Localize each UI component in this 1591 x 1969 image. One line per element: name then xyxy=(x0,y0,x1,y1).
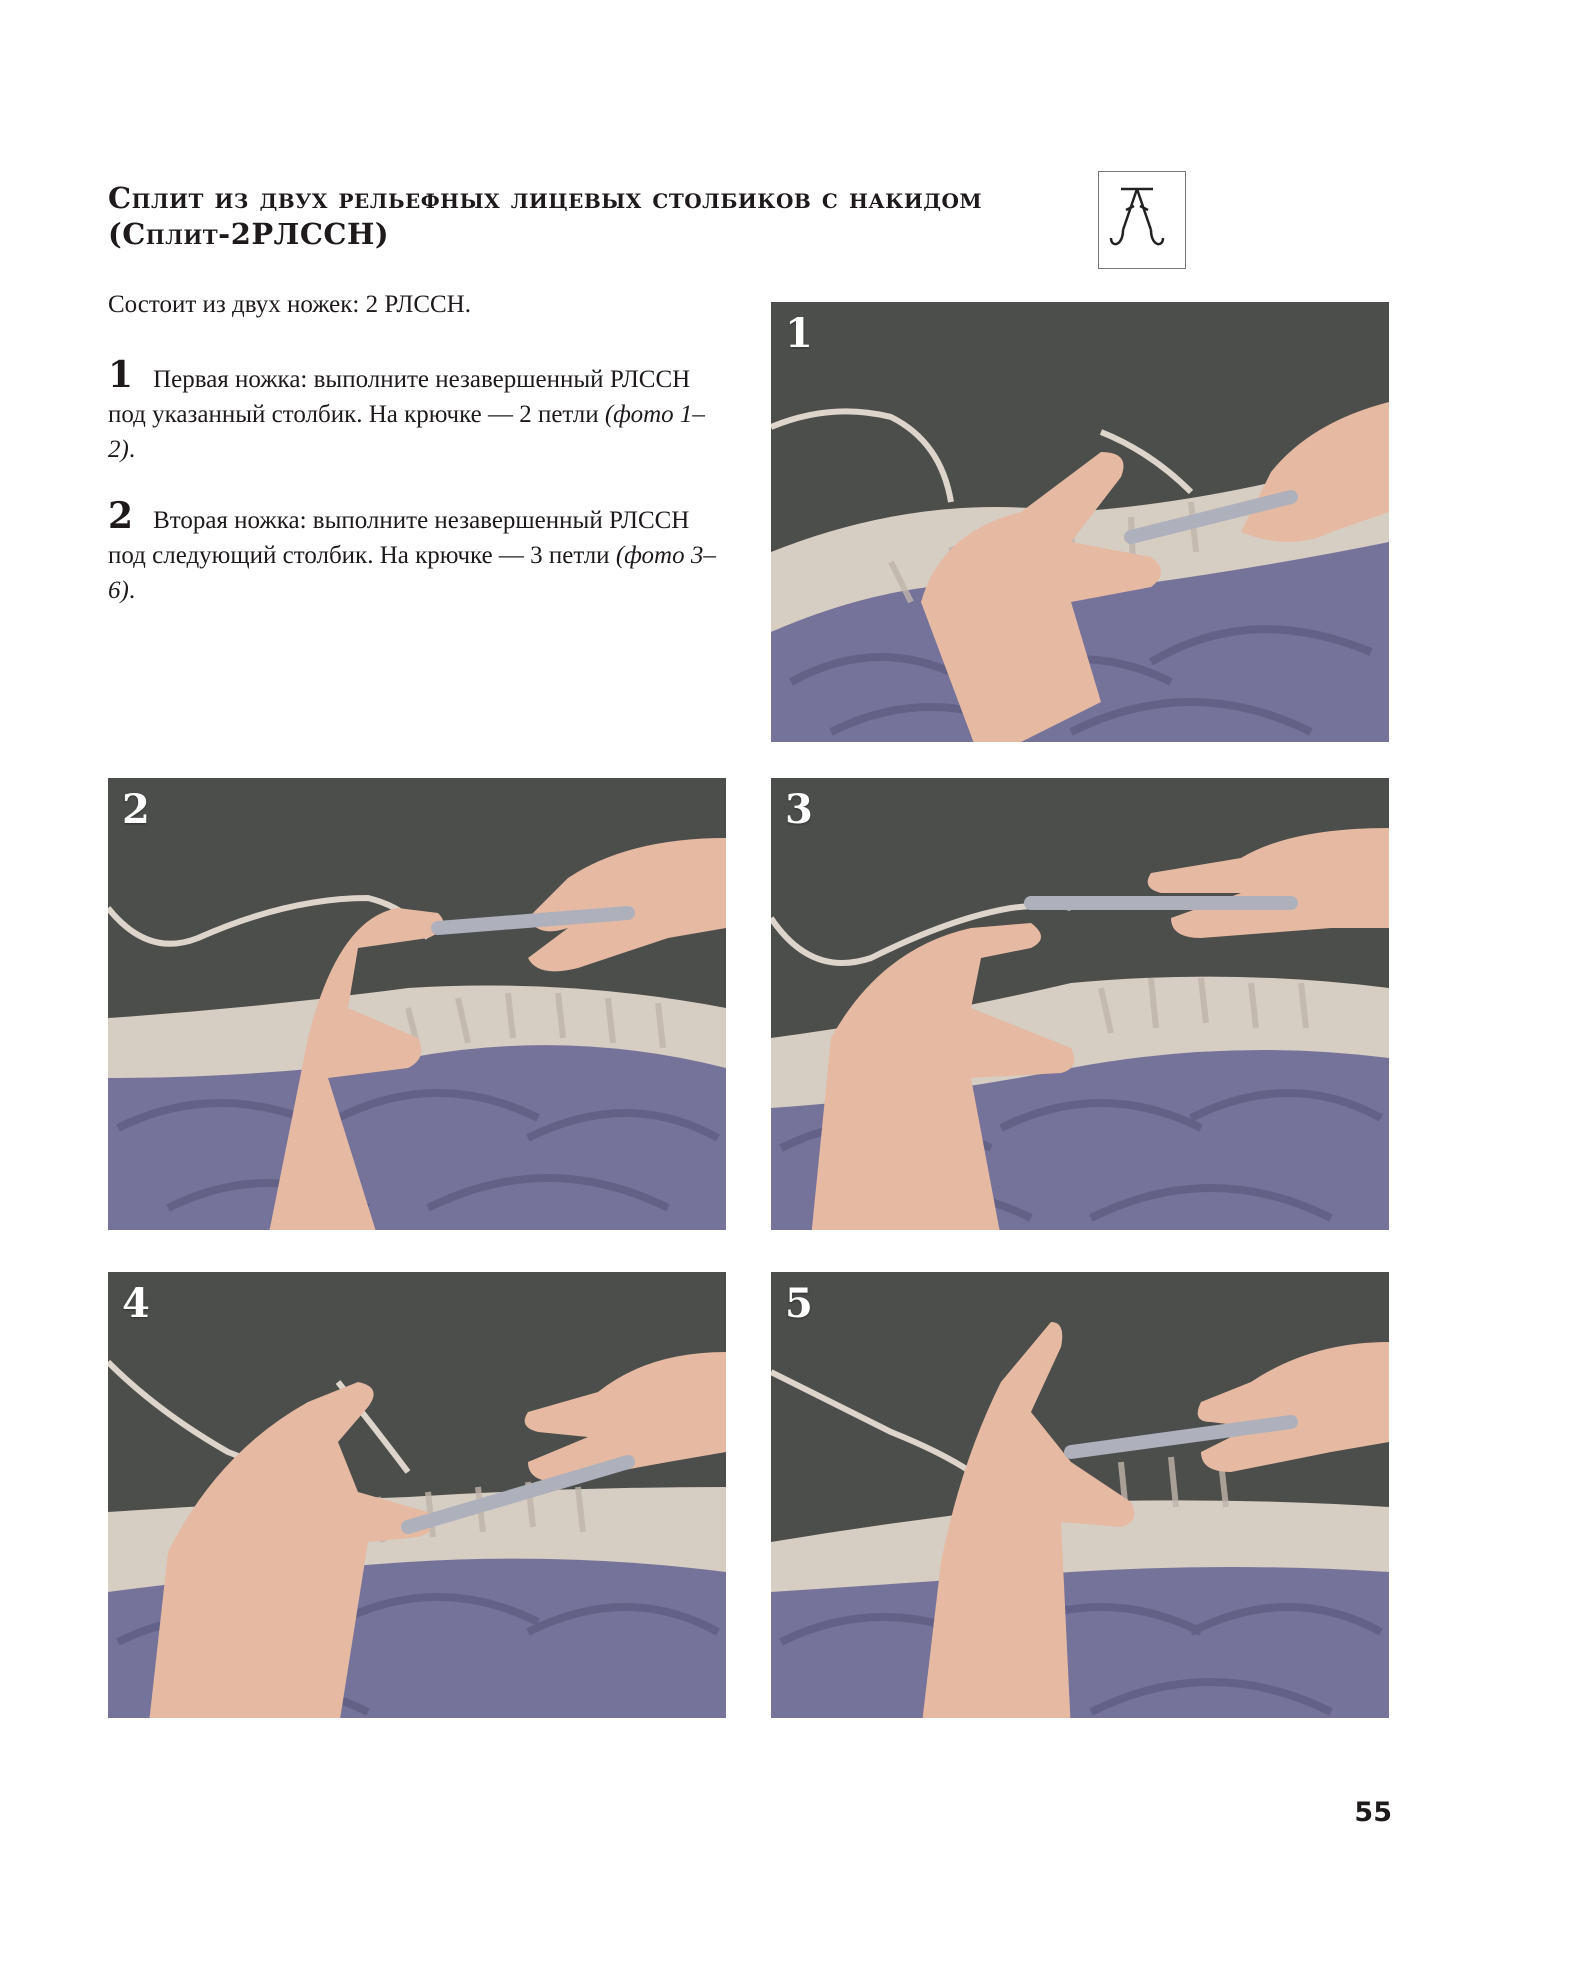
crochet-photo-image xyxy=(108,1272,726,1718)
step-number: 2 xyxy=(108,495,134,537)
split-stitch-symbol-icon xyxy=(1099,172,1184,267)
page-title xyxy=(108,180,1088,252)
photo-2 xyxy=(108,778,726,1230)
photo-number: 4 xyxy=(122,1280,150,1327)
photo-4 xyxy=(108,1272,726,1718)
photo-reference: (фото 1–2) xyxy=(108,401,705,463)
photo-5 xyxy=(771,1272,1389,1718)
photo-3 xyxy=(771,778,1389,1230)
intro-text: Состоит из двух ножек: 2 РЛССН. xyxy=(108,291,471,318)
step-2 xyxy=(108,495,728,608)
crochet-photo-image xyxy=(771,302,1389,742)
step-number: 1 xyxy=(108,354,134,396)
photo-number: 3 xyxy=(785,786,813,833)
photo-1 xyxy=(771,302,1389,742)
crochet-photo-image xyxy=(108,778,726,1230)
page-number: 55 xyxy=(1354,1797,1392,1828)
step-text: Первая ножка: выполните незавершенный РЛССН под указанный столбик. На крючке — 2 петли xyxy=(108,366,691,428)
photo-number: 5 xyxy=(785,1280,813,1327)
photo-reference: (фото 3–6) xyxy=(108,542,716,604)
crochet-photo-image xyxy=(771,1272,1389,1718)
title-line-2: (Сплит-2РЛССН) xyxy=(108,217,390,251)
stitch-symbol-box xyxy=(1098,171,1186,269)
step-1 xyxy=(108,354,728,467)
crochet-photo-image xyxy=(771,778,1389,1230)
photo-number: 1 xyxy=(785,310,813,357)
step-text: Вторая ножка: выполните незавершенный РЛССН под следующий столбик. На крючке — 3 петли xyxy=(108,507,690,569)
photo-number: 2 xyxy=(122,786,150,833)
step-end: . xyxy=(128,436,136,463)
title-line-1: Сплит из двух рельефных лицевых столбиков с накидом xyxy=(108,181,983,215)
step-end: . xyxy=(128,577,136,604)
